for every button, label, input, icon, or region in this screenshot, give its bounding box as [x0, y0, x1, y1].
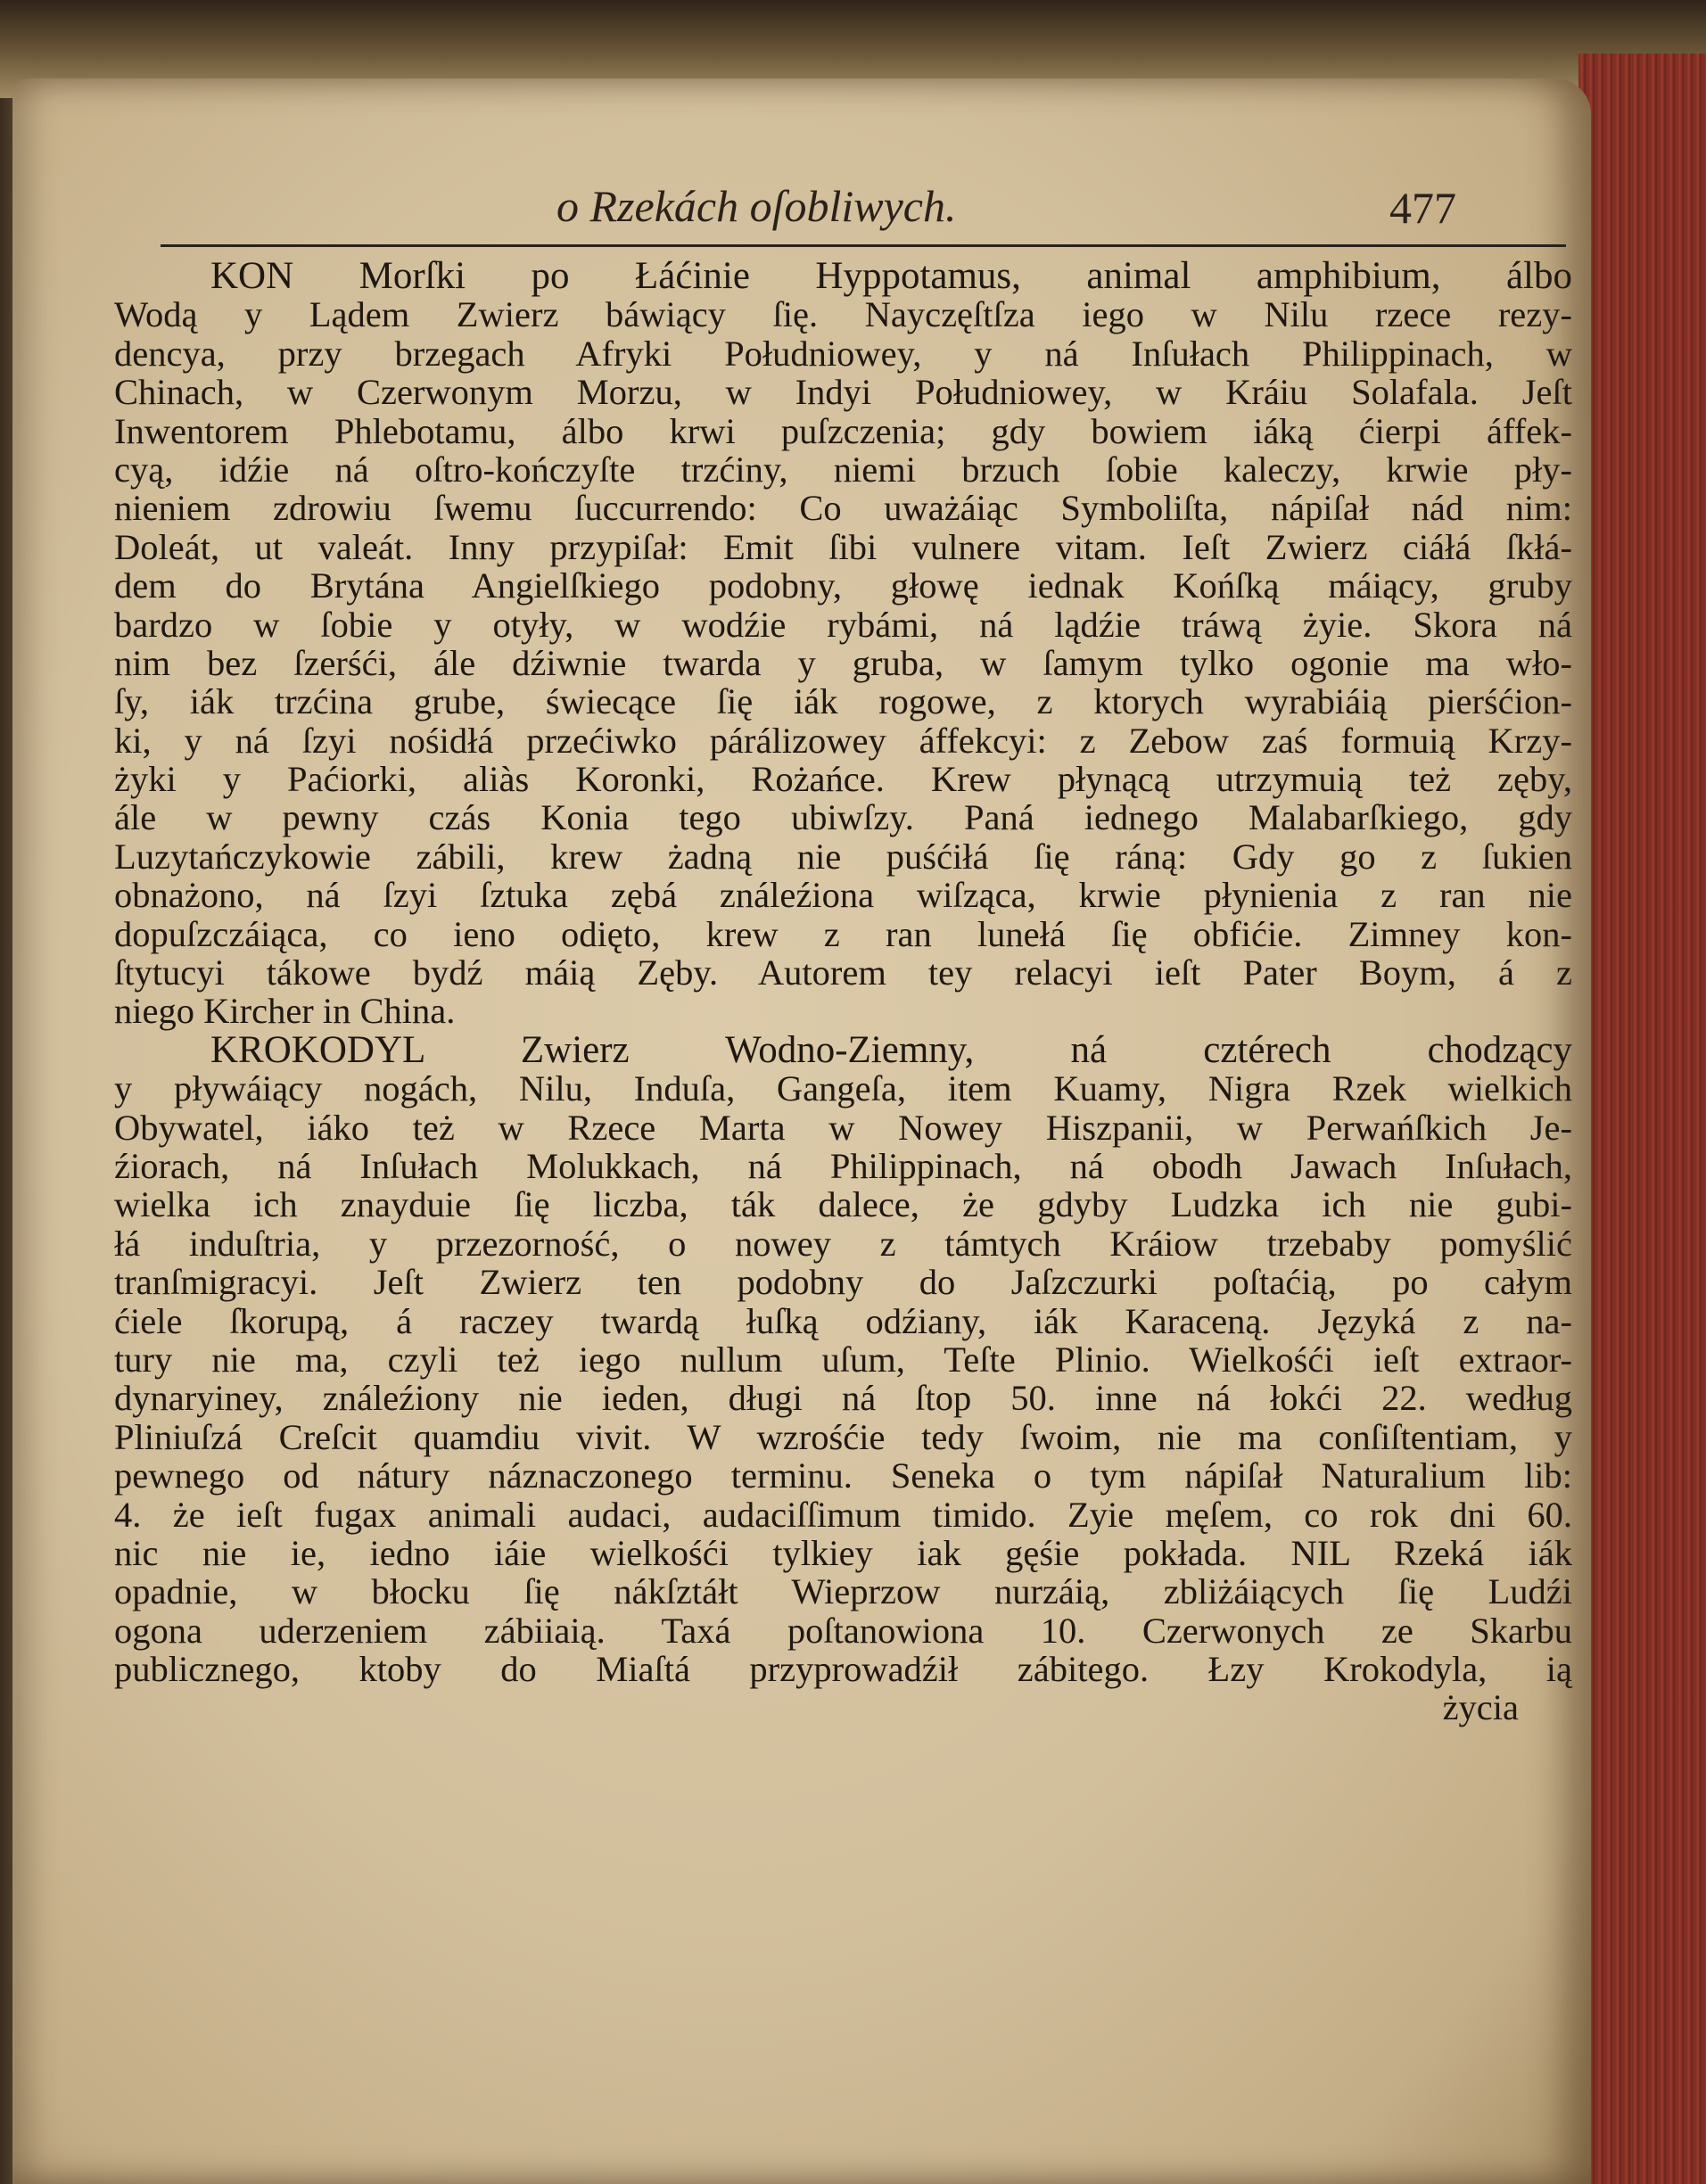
- running-head: o Rzekách oſobliwych.: [556, 181, 957, 231]
- text-line: ſy, iák trzćina grube, świecące ſię iák rogowe, z ktorych wyrabiáią pierśćion-: [114, 681, 1572, 722]
- text-line: opadnie, w błocku ſię nákſztáłt Wieprzow nurzáią, zbliżáiących ſię Ludźi: [114, 1571, 1572, 1612]
- text-line: dencya, przy brzegach Afryki Południowey, y ná Inſułach Philippinach, w: [114, 333, 1572, 374]
- header-rule: [161, 244, 1566, 247]
- body-text: [114, 257, 1572, 1727]
- text-line: publicznego, ktoby do Miaſtá przyprowadźił zábitego. Łzy Krokodyla, ią: [114, 1649, 1572, 1690]
- text-line: ćiele ſkorupą, á raczey twardą łuſką odźiany, iák Karaceną. Języká z na-: [114, 1300, 1572, 1341]
- text-line: bardzo w ſobie y otyły, w wodźie rybámi, ná lądźie tráwą żyie. Skora ná: [114, 604, 1572, 645]
- text-line: ki, y ná ſzyi nośidłá przećiwko párálizowey áffekcyi: z Zebow zaś formuią Krzy-: [114, 720, 1572, 761]
- text-line: żyki y Paćiorki, aliàs Koronki, Rożańce. Krew płynącą utrzymuią też zęby,: [114, 759, 1572, 800]
- text-line: Pliniuſzá Creſcit quamdiu vivit. W wzrośćie tedy ſwoim, nie ma conſiſtentiam, y: [114, 1416, 1572, 1457]
- text-line: nic nie ie, iedno iáie wielkośći tylkiey iak gęśie pokłada. NIL Rzeká iák: [114, 1532, 1572, 1573]
- text-line: Wodą y Lądem Zwierz báwiący ſię. Nayczęſtſza iego w Nilu rzece rezy-: [114, 294, 1572, 335]
- text-line: KROKODYL Zwierz Wodno-Ziemny, ná cztérech chodzący: [210, 1028, 1572, 1071]
- text-line: nim bez ſzerśći, ále dźiwnie twarda y gruba, w ſamym tylko ogonie ma wło-: [114, 642, 1572, 683]
- text-line: łá induſtria, y przezorność, o nowey z támtych Kráiow trzebaby pomyślić: [114, 1223, 1572, 1264]
- text-line: tranſmigracyi. Jeſt Zwierz ten podobny do Jaſzczurki poſtaćią, po całym: [114, 1262, 1572, 1303]
- text-line: ſtytucyi tákowe bydź máią Zęby. Autorem tey relacyi ieſt Pater Boym, á z: [114, 952, 1572, 993]
- page-header: [105, 175, 1568, 246]
- text-line: Luzytańczykowie zábili, krew żadną nie puśćiłá ſię ráną: Gdy go z ſukien: [114, 836, 1572, 877]
- text-line: wielka ich znayduie ſię liczba, ták dalece, że gdyby Ludzka ich nie gubi-: [114, 1184, 1572, 1225]
- page-edges: [1578, 54, 1706, 2184]
- text-line: dynaryiney, ználeźiony nie ieden, długi ná ſtop 50. inne ná łokći 22. według: [114, 1378, 1572, 1419]
- text-line: nieniem zdrowiu ſwemu ſuccurrendo: Co uważáiąc Symboliſta, nápiſał nád nim:: [114, 488, 1572, 529]
- text-line: źiorach, ná Inſułach Molukkach, ná Philippinach, ná obodh Jawach Inſułach,: [114, 1145, 1572, 1186]
- text-line: cyą, idźie ná oſtro-kończyſte trzćiny, niemi brzuch ſobie kaleczy, krwie pły-: [114, 449, 1572, 490]
- text-line: KON Morſki po Łáćinie Hyppotamus, animal amphibium, álbo: [210, 255, 1572, 297]
- text-line: ogona uderzeniem zábiiaią. Taxá poſtanowiona 10. Czerwonych ze Skarbu: [114, 1610, 1572, 1651]
- text-line: życia: [1442, 1687, 1519, 1728]
- text-line: 4. że ieſt fugax animali audaci, audaciſſimum timido. Zyie męſem, co rok dni 60.: [114, 1494, 1572, 1535]
- text-line: ále w pewny czás Konia tego ubiwſzy. Paná iednego Malabarſkiego, gdy: [114, 797, 1572, 838]
- text-line: Inwentorem Phlebotamu, álbo krwi puſzczenia; gdy bowiem iáką ćierpi áffek-: [114, 410, 1572, 451]
- text-line: dopuſzczáiąca, co ieno odięto, krew z ran lunełá ſię obfićie. Zimney kon-: [114, 913, 1572, 954]
- text-line: Chinach, w Czerwonym Morzu, w Indyi Południowey, w Kráiu Solafala. Jeſt: [114, 372, 1572, 413]
- text-line: y pływáiący nogách, Nilu, Induſa, Gangeſa, item Kuamy, Nigra Rzek wielkich: [114, 1068, 1572, 1109]
- text-line: Doleát, ut valeát. Inny przypiſał: Emit ſibi vulnere vitam. Ieſt Zwierz ciáłá ſkłá-: [114, 526, 1572, 567]
- text-line: tury nie ma, czyli też iego nullum uſum, Teſte Plinio. Wielkośći ieſt extraor-: [114, 1339, 1572, 1380]
- text-line: dem do Brytána Angielſkiego podobny, głowę iednak Końſką máiący, gruby: [114, 565, 1572, 606]
- text-line: Obywatel, iáko też w Rzece Marta w Nowey Hiszpanii, w Perwańſkich Je-: [114, 1107, 1572, 1148]
- text-line: pewnego od nátury náznaczonego terminu. Seneka o tym nápiſał Naturalium lib:: [114, 1455, 1572, 1496]
- page-number: 477: [1389, 183, 1456, 233]
- text-line: niego Kircher in China.: [114, 991, 456, 1032]
- text-line: obnażono, ná ſzyi ſztuka zębá ználeźiona wiſząca, krwie płynienia z ran nie: [114, 875, 1572, 916]
